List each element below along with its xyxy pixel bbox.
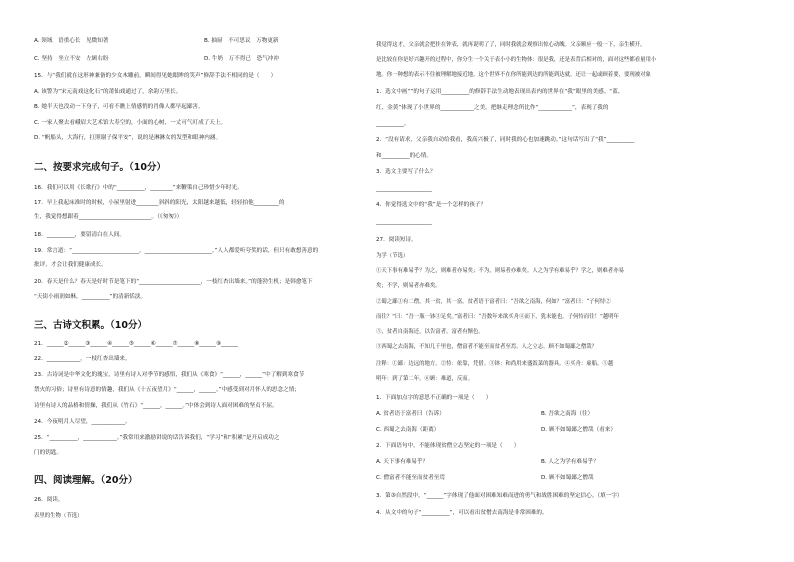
- r27-q2-d: D. 顾不如蜀鄙之僧哉: [541, 475, 594, 481]
- q15-option-a: A. 该警为“宋元南戏这化石”的莆仙戏通过了，余韵万里长。: [34, 89, 182, 95]
- q14-option-a: A. 领域 语重心长 见微知著: [34, 38, 109, 44]
- classical-title: 为学（节选）: [376, 253, 409, 259]
- section-4-title: 四、阅读理解。（20分）: [34, 475, 138, 486]
- classical-p1-line2: 矣；不学，则易者亦难矣。: [376, 283, 441, 289]
- classical-p3: ③西蜀之去南海，不知几千里也，僧富者不能至而贫者至焉。人之立志，顾不如蜀鄙之僧哉？: [376, 344, 598, 350]
- section-3-title: 三、古诗文积累。（10分）: [34, 320, 147, 331]
- r-q3-answer: ____________________: [376, 186, 432, 192]
- r-q1-line2: 红、金黄”体现了小世界的____________之美。把继走理念所比作“____________”，表现了我的: [376, 105, 609, 111]
- q14-option-b: B. 抽屉 不可思议 万物更新: [204, 38, 279, 44]
- q15-stem: 15．与“我们就在这形神兼备的少女木雕前，瞬间得见她眼眸的笑声”修辞手法不相同的是（ ）: [34, 73, 277, 79]
- passage-line-3: 地。你一种想的表示不住被理解地接近地。这个世界不在你所能到达的所能到达就，还让一起或顾着要，要现被对象: [376, 72, 651, 78]
- q27: 27．阅读短诗。: [376, 237, 417, 243]
- r-q2-line2: 和__________的心情。: [376, 153, 432, 159]
- r27-q2: 2．下面语句中，不能体现贫僧立志坚定的一项是（ ）: [376, 443, 520, 449]
- r-q2-line1: 2．“没有请求，父亲我自动给我看，我高兴极了，同时我的心也加速跳动。”这句话写出了“我”__________: [376, 137, 635, 143]
- r-q4: 4．你觉得选文中的“我”是一个怎样的孩子？: [376, 202, 487, 208]
- r27-q1-b: B. 吾欲之南海（往）: [541, 411, 594, 417]
- r27-q1-c: C. 西蜀之去南海（距离）: [376, 427, 440, 433]
- q21: 21．______②______③______④______⑤______⑥______⑦______⑧______⑨______: [34, 341, 238, 347]
- classical-p2-line1: ②蜀之鄙①有二僧，其一贫，其一富。贫者语于富者曰：“吾欲之南海，何如？”富者曰：“子何恃②: [376, 299, 611, 305]
- notes-line2: 明年：到了第二年。⑥顾：难道，反而。: [376, 376, 474, 382]
- q18: 18．__________，要留清白在人间。: [34, 232, 126, 238]
- q23-line2: 禁火的习俗；诗里有诗意的情趣，我们从《十五夜望月》“______，______。”中感受到对月怀人的思念之情；: [34, 387, 300, 393]
- q22: 22．____________，一枝红杏出墙来。: [34, 356, 131, 362]
- q15-option-c: C. 一家人聚去看峨眉大艺术馆大寿空的，小面的心树，一丈可气叮成了天上。: [34, 120, 227, 126]
- q25-line2: 门的钥匙。: [34, 450, 62, 456]
- r27-q2-a: A. 天下事有难易乎？: [376, 459, 429, 465]
- classical-p2-line3: ⑤，贫者自南海还，以告富者。富者有惭色。: [376, 329, 484, 335]
- r27-q1-a: A. 贫者语于富者曰（告诉）: [376, 411, 445, 417]
- passage-line-2: 是比较在你是好兴趣开的过程中，你分生一个关于表小小的生物体：很是我，还是表背后相对的，面对这些都看量用小: [376, 57, 657, 63]
- r27-q1: 1．下面加点字的意思不正确的一项是（ ）: [376, 395, 492, 401]
- q19-line2: 批评，才会让我们健康成长。: [34, 262, 107, 268]
- q16: 16．我们可以用《长歌行》中的“__________，________”来鞭策自己珍惜少年时光。: [34, 185, 243, 191]
- q15-option-d: D. “帆船头，大海行，扛照谢子保平安”，说的是淋淋女的发型和眼神内涵。: [34, 135, 222, 141]
- classical-p2-line2: 而往？”曰：“吾一瓶一钵③足矣。”富者曰：“吾数年来欲买舟④而下，犹未能也。子何恃而往！”越明年: [376, 314, 619, 320]
- passage-title: 表里的生物（节选）: [34, 513, 83, 519]
- q14-option-c: C. 坚持 坐立不安 左顾右盼: [34, 56, 109, 62]
- q26: 26．阅读。: [34, 497, 64, 503]
- r-q3: 3．选文主要写了什么？: [376, 169, 436, 175]
- q23-line1: 23．古诗词是中华文化的瑰宝，诗里有诗人对季节的感悟，我们从《寒食》“______，______”中了解到寒食节: [34, 372, 305, 378]
- q17-line2: 生，我觉得想跟着__________________________。（《匆匆》）: [34, 214, 183, 220]
- q19-line1: 19．常言道：“________________________，________________________。”人人都爱听夸奖的话，但只有敢想善意的: [34, 248, 319, 254]
- q20-line2: “天街小雨润如酥，__________”的清新恬淡。: [34, 294, 147, 300]
- classical-p1-line1: ①天下事有难易乎？为之，则难者亦易矣；不为，则易者亦难矣。人之为学有难易乎？学之，则难者亦易: [376, 268, 624, 274]
- r-q1-line3: __________。: [376, 121, 410, 127]
- q24: 24．今夜明月人尽望，____________。: [34, 419, 131, 425]
- q17-line1: 17．早上我起床准时的时候，小屋里射进________斜斜的阳光，太阳越来越低，轻轻拍他_________的: [34, 200, 285, 206]
- r27-q2-b: B. 人之为学有难易乎？: [541, 459, 599, 465]
- r-q1-line1: 1．选文中画“”的句子运用__________的修辞手法生动地表现出表内的世界在“我”眼里的美感。“蓝、: [376, 89, 624, 95]
- q25-line1: 25．“__________，____________。”我常用来激励讲说的话告诉我们，“学习”和“积累”是开启成功之: [34, 435, 280, 441]
- r27-q3: 3．第③自然段中，“______”字体现了他面对困难知难而进的勇气和战胜困难的坚定信心。（填一字）: [376, 493, 623, 499]
- q14-option-d: D. 牛奶 万不得已 恐气冲冲: [204, 56, 279, 62]
- passage-line-1: 我觉得这才，父亲就会把挂在钟表，就再说明了了，同时我就会观察出惊心动魄。父亲顺应一般一下，亲生横开，: [376, 42, 646, 48]
- r-q4-answer: ____________________: [376, 219, 432, 225]
- notes-line1: 注释：①鄙：边远的地方。②恃：依靠，凭借。③钵：和尚用来盛饭菜的器具。④买舟：雇船。⑤越: [376, 361, 614, 367]
- r27-q2-c: C. 僧富者不能至而贫者至焉: [376, 475, 445, 481]
- q20-line1: 20．春天是什么？春天是好时节是笔下的“______________________，一枝红杏出墙来。”的蓬勃生机；是韩愈笔下: [34, 279, 313, 285]
- r27-q1-d: D. 顾不如蜀鄙之僧哉（看来）: [541, 427, 616, 433]
- q15-option-b: B. 她半天也没动一下身子，可看不瞧上情感悄的肖像人都早起鄙害。: [34, 104, 204, 110]
- section-2-title: 二、按要求完成句子。（10分）: [34, 162, 166, 173]
- q23-line3: 诗里有诗人的品格和情操，我们从《竹石》“______，______。”中体会到诗人面对困难的坚贞不屈。: [34, 403, 278, 409]
- r27-q4: 4．从文中的句子“__________”，可以看出贫僧去南海是非常困难的。: [376, 510, 548, 516]
